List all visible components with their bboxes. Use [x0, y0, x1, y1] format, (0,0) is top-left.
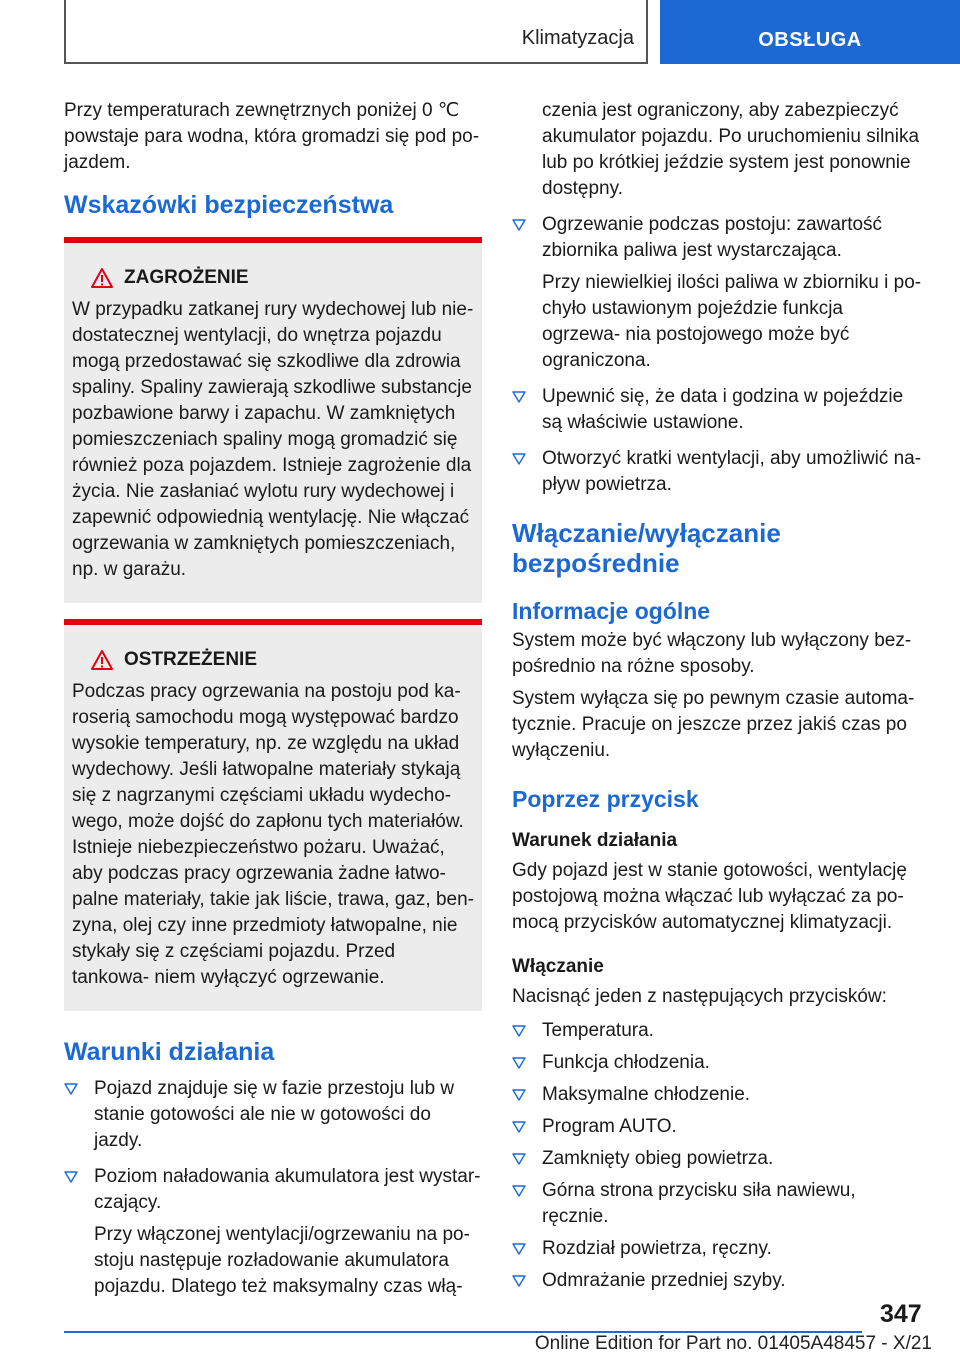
warning-triangle-icon [90, 267, 114, 289]
triangle-bullet-icon [512, 453, 526, 465]
header-chapter [660, 0, 960, 64]
warning-title: OSTRZEŻENIE [124, 649, 258, 670]
conditions-list-continued [512, 212, 924, 498]
list-item [512, 212, 924, 374]
triangle-bullet-icon [64, 1171, 78, 1183]
list-item [64, 1164, 482, 1300]
warning-box [64, 619, 482, 1011]
list-item [512, 1268, 924, 1294]
list-item [512, 384, 924, 436]
danger-title: ZAGROŻENIE [124, 267, 249, 288]
general-heading: Informacje ogólne [512, 598, 711, 624]
list-item-text: Zamknięty obieg powietrza. [542, 1148, 774, 1169]
triangle-bullet-icon [512, 1089, 526, 1101]
triangle-bullet-icon [512, 1057, 526, 1069]
header-section-title: Klimatyzacja [521, 27, 634, 49]
triangle-bullet-icon [512, 1153, 526, 1165]
list-item-text: Program AUTO. [542, 1116, 677, 1137]
on-subheading: Włączanie [512, 956, 604, 977]
triangle-bullet-icon [512, 1025, 526, 1037]
list-item-text: Ogrzewanie podczas postoju: zawartość zbiornika paliwa jest wystarczająca. [542, 214, 883, 261]
danger-box [64, 237, 482, 603]
condition-paragraph: Gdy pojazd jest w stanie gotowości, wentylację postojową można włączać lub wyłączać za po‐ mocą przycisków automatycznej klimatyzacji. [512, 860, 907, 933]
triangle-bullet-icon [64, 1083, 78, 1095]
warning-triangle-icon [90, 649, 114, 671]
button-heading: Poprzez przycisk [512, 786, 699, 812]
list-item [512, 1236, 924, 1262]
list-item-text: Pojazd znajduje się w fazie przestoju lub w stanie gotowości ale nie w gotowości do jazdy. [94, 1078, 455, 1151]
list-item-note: Przy niewielkiej ilości paliwa w zbiorniku i po‐ chyło ustawionym pojeździe funkcja ogrzewa‐ nia postojowego może być ograniczona. [542, 272, 922, 371]
header-section [64, 0, 648, 64]
list-item-text: Górna strona przycisku siła nawiewu, ręcznie. [542, 1180, 856, 1227]
list-item [64, 1076, 482, 1154]
right-column [512, 98, 924, 1300]
danger-text: W przypadku zatkanej rury wydechowej lub nie‐ dostatecznej wentylacji, do wnętrza pojazdu mogą przedostawać się szkodliwe dla zdrowia spaliny. Spaliny zawierają szkodliwe substancje pozbawione barwy i zapachu. W zamkniętych pomieszczeniach spaliny mogą gromadzić się również poza pojazdem. Istnieje zagrożenie dla życia. Nie zasłaniać wylotu rury wydechowej i zapewnić odpowiednią wentylację. Nie włączać ogrzewania w zamkniętych pomieszczeniach, np. w garażu. [72, 299, 474, 580]
list-item-text: Funkcja chłodzenia. [542, 1052, 710, 1073]
triangle-bullet-icon [512, 1275, 526, 1287]
conditions-heading: Warunki działania [64, 1038, 275, 1066]
general-paragraph-2: System wyłącza się po pewnym czasie automa‐ tycznie. Pracuje on jeszcze przez jakiś czas po wyłączeniu. [512, 688, 915, 761]
safety-heading: Wskazówki bezpieczeństwa [64, 191, 394, 219]
list-item [512, 1114, 924, 1140]
triangle-bullet-icon [512, 1121, 526, 1133]
triangle-bullet-icon [512, 219, 526, 231]
list-item [512, 1018, 924, 1044]
header-chapter-title: OBSŁUGA [758, 29, 862, 51]
list-item-note: Przy włączonej wentylacji/ogrzewaniu na po‐ stoju następuje rozładowanie akumulatora pojazdu. Dlatego też maksymalny czas włą‐ [94, 1224, 470, 1297]
list-item [512, 1146, 924, 1172]
intro-paragraph: Przy temperaturach zewnętrznych poniżej 0 ℃ powstaje para wodna, która gromadzi się pod po‐ jazdem. [64, 100, 480, 173]
warning-text: Podczas pracy ogrzewania na postoju pod ka‐ roserią samochodu mogą występować bardzo wysokie temperatury, np. ze względu na układ wydechowy. Jeśli łatwopalne materiały stykają się z nagrzanymi częściami układu wydecho‐ wego, może dojść do zapłonu tych materiałów. Istnieje niebezpieczeństwo pożaru. Uważać, aby podczas pracy ogrzewania żadne łatwo‐ palne materiały, takie jak liście, trawa, gaz, ben‐ zyna, olej czy inne przedmioty łatwopalne, nie stykały się z częściami pojazdu. Przed tankowa‐ niem wyłączyć ogrzewanie. [72, 681, 474, 988]
triangle-bullet-icon [512, 1185, 526, 1197]
footer-edition: Online Edition for Part no. 01405A48457 - X/21 [534, 1333, 932, 1354]
list-item [512, 1082, 924, 1108]
general-paragraph-1: System może być włączony lub wyłączony bez‐ pośrednio na różne sposoby. [512, 630, 912, 677]
triangle-bullet-icon [512, 1243, 526, 1255]
list-item-text: Maksymalne chłodzenie. [542, 1084, 751, 1105]
direct-heading: Włączanie/wyłączanie bezpośrednie [512, 518, 781, 578]
list-item-text: Otworzyć kratki wentylacji, aby umożliwić na‐ pływ powietrza. [542, 448, 922, 495]
list-item [512, 1178, 924, 1230]
triangle-bullet-icon [512, 391, 526, 403]
on-paragraph: Nacisnąć jeden z następujących przycisków: [512, 986, 887, 1007]
list-item [512, 446, 924, 498]
buttons-list [512, 1018, 924, 1294]
list-item-text: Odmrażanie przedniej szyby. [542, 1270, 786, 1291]
conditions-list [64, 1076, 482, 1300]
list-item-text: Rozdział powietrza, ręczny. [542, 1238, 772, 1259]
condition-subheading: Warunek działania [512, 830, 678, 851]
page-number: 347 [880, 1300, 922, 1328]
continuation-paragraph: czenia jest ograniczony, aby zabezpieczyć akumulator pojazdu. Po uruchomieniu silnika lub po krótkiej jeździe system jest ponownie dostępny. [542, 100, 920, 199]
list-item [512, 1050, 924, 1076]
left-column [64, 98, 482, 1310]
list-item-text: Upewnić się, że data i godzina w pojeździe są właściwie ustawione. [542, 386, 904, 433]
list-item-text: Poziom naładowania akumulatora jest wystar‐ czający. [94, 1166, 481, 1213]
list-item-text: Temperatura. [542, 1020, 654, 1041]
